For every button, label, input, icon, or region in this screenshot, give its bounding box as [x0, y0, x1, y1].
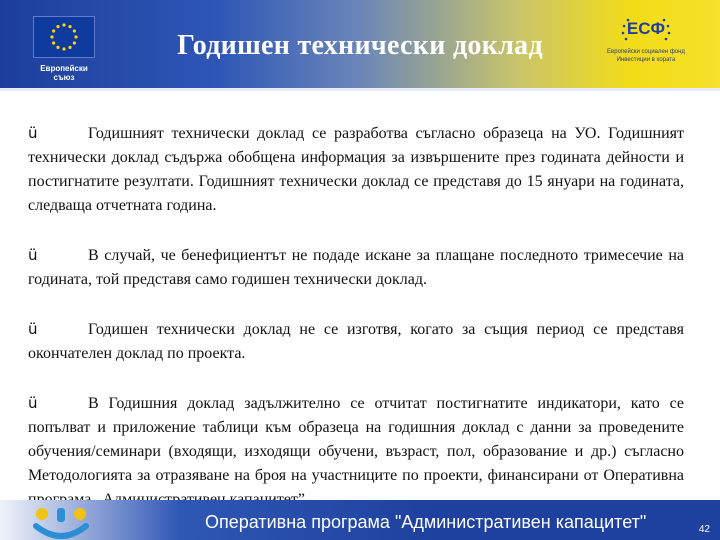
page-title: Годишен технически доклад: [177, 30, 543, 61]
esf-caption: Европейски социален фонд Инвестиции в хората: [607, 49, 685, 63]
checkmark-icon: ü: [28, 394, 38, 412]
paragraph-2: [28, 243, 684, 292]
content-body: [28, 121, 684, 537]
esf-label: ЕСФ: [626, 19, 666, 38]
paragraph-4: [28, 391, 684, 512]
program-name: Оперативна програма "Административен капацитет": [205, 512, 647, 532]
checkmark-icon: ü: [28, 246, 38, 264]
paragraph-text: В случай, че бенефициентът не подаде искане за плащане последното тримесечие на годината, той представя само годишен технически доклад.: [28, 247, 684, 288]
header-banner: [0, 0, 720, 88]
eu-flag-icon: [33, 16, 95, 58]
footer-banner: [0, 500, 720, 540]
paragraph-text: Годишен технически доклад не се изготвя, когато за същия период се представя окончателен доклад по проекта.: [28, 321, 684, 362]
program-logo-icon: [30, 504, 92, 540]
page-number: 42: [698, 524, 710, 535]
checkmark-icon: ü: [28, 124, 38, 142]
checkmark-icon: ü: [28, 320, 38, 338]
esf-logo: [600, 10, 692, 80]
eu-caption: Европейски съюз: [40, 64, 88, 82]
paragraph-1: [28, 121, 684, 218]
header-divider: [0, 88, 720, 91]
paragraph-3: [28, 317, 684, 366]
paragraph-text: В Годишния доклад задължително се отчитат постигнатите индикатори, като се попълват и приложение таблици към образеца на годишния доклад с данни за проведените обучения/семинари (входящи, изходящи обучени, възраст, пол, образование и др.) съгласно Методологията за отразяване на броя на участниците по проекти, финансирани от Оперативна: [28, 395, 684, 484]
eu-logo: [30, 12, 98, 82]
paragraph-text: Годишният технически доклад се разработва съгласно образеца на УО. Годишният технически доклад съдържа обобщена информация за извършените през годината дейности и постигнатите резултати. Годишният технически доклад се представя до 15 януари на годината, следваща отчетната година.: [28, 125, 684, 214]
